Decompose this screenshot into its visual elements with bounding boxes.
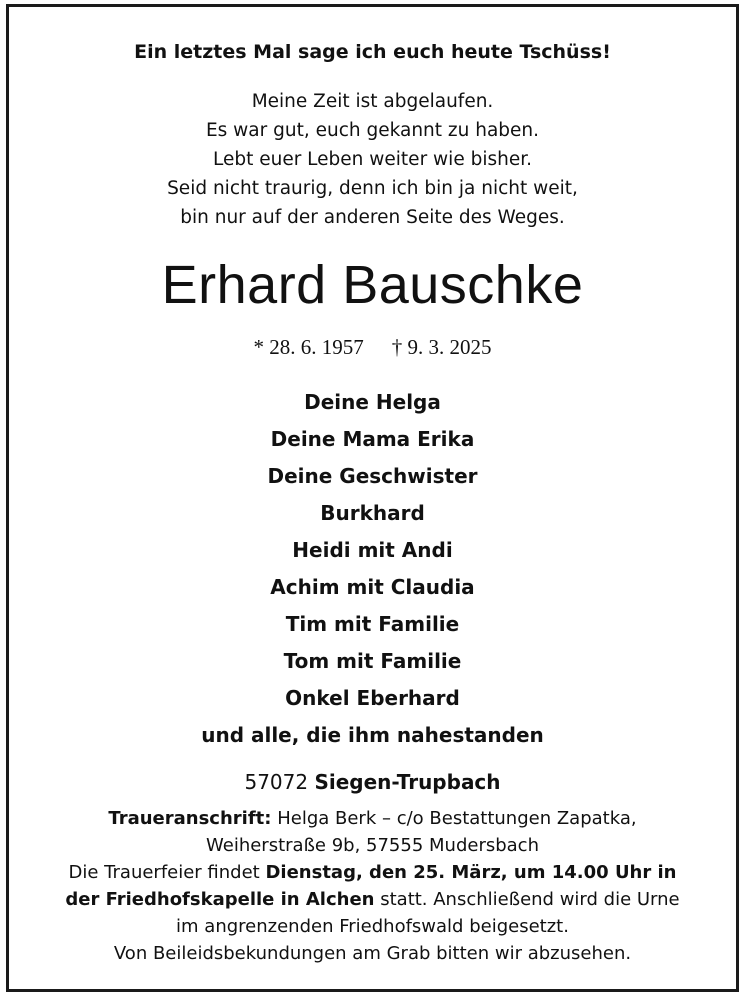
mourner: und alle, die ihm nahestanden: [201, 723, 544, 747]
ceremony-line-3: im angrenzenden Friedhofswald beigesetzt.: [176, 916, 569, 937]
poem-line: Lebt euer Leben weiter wie bisher.: [212, 149, 533, 170]
info-block: [9, 805, 736, 967]
obituary-notice: [6, 4, 739, 992]
birth-date: * 28. 6. 1957: [253, 335, 364, 359]
mourner: Deine Helga: [304, 390, 441, 414]
ceremony-line-1: Die Trauerfeier findet Dienstag, den 25. März, um 14.00 Uhr in: [68, 862, 677, 883]
place: [9, 770, 736, 794]
mourner: Heidi mit Andi: [292, 538, 453, 562]
poem-line: bin nur auf der anderen Seite des Weges.: [180, 207, 565, 228]
mourner: Tom mit Familie: [283, 649, 462, 673]
heading: Ein letztes Mal sage ich euch heute Tschüss!: [134, 41, 611, 63]
city: Siegen-Trupbach: [314, 770, 501, 794]
life-dates: [9, 335, 736, 360]
ceremony-line-2: der Friedhofskapelle in Alchen statt. Anschließend wird die Urne: [65, 889, 680, 910]
zip-code: 57072: [244, 770, 309, 794]
address-label: Traueranschrift:: [108, 808, 272, 829]
mourner: Onkel Eberhard: [285, 686, 460, 710]
poem: [9, 87, 736, 232]
poem-line: Meine Zeit ist abgelaufen.: [251, 91, 494, 112]
poem-line: Seid nicht traurig, denn ich bin ja nicht weit,: [167, 178, 578, 199]
address-line-2: Weiherstraße 9b, 57555 Mudersbach: [206, 835, 539, 856]
mourner: Deine Geschwister: [267, 464, 478, 488]
mourner: Achim mit Claudia: [270, 575, 475, 599]
poem-line: Es war gut, euch gekannt zu haben.: [205, 120, 540, 141]
mourner: Burkhard: [320, 501, 425, 525]
condolence-note: Von Beileidsbekundungen am Grab bitten wir abzusehen.: [113, 943, 632, 964]
address-line-1: Traueranschrift: Helga Berk – c/o Bestattungen Zapatka,: [108, 808, 637, 829]
deceased-name: Erhard Bauschke: [161, 255, 584, 315]
mourners-list: [9, 384, 736, 754]
mourner: Tim mit Familie: [285, 612, 460, 636]
death-date: † 9. 3. 2025: [391, 335, 492, 359]
mourner: Deine Mama Erika: [270, 427, 475, 451]
